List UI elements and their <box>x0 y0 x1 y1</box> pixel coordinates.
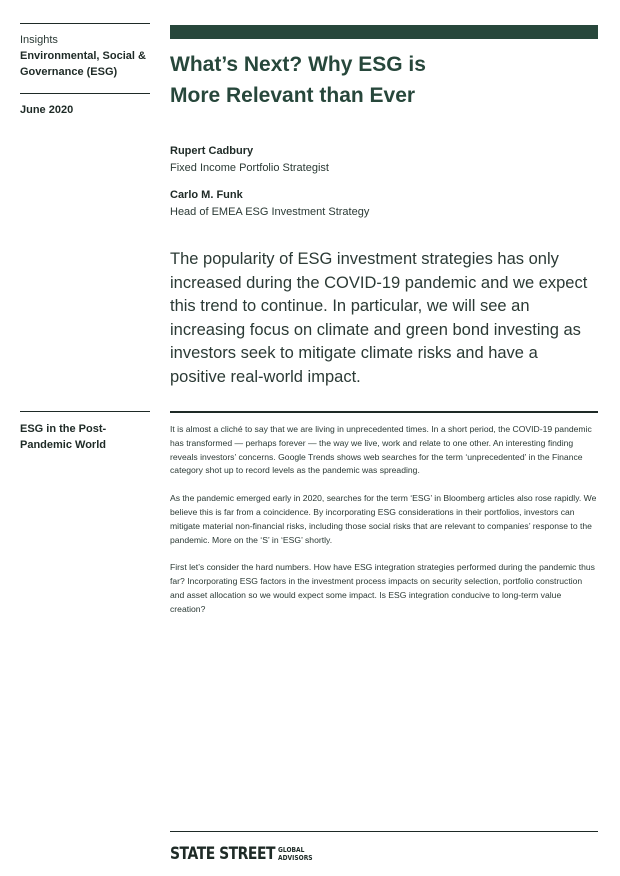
title-line-2: More Relevant than Ever <box>170 84 416 107</box>
footer-divider <box>170 831 598 832</box>
publication-date: June 2020 <box>20 104 74 116</box>
sidebar-top-divider <box>20 23 150 24</box>
logo-subtitle-line-2: ADVISORS <box>278 854 313 862</box>
author-role: Head of EMEA ESG Investment Strategy <box>170 206 370 218</box>
header-accent-bar <box>170 25 598 39</box>
author-name: Carlo M. Funk <box>170 189 243 201</box>
section-body <box>170 423 598 631</box>
body-paragraph: First let’s consider the hard numbers. How have ESG integration strategies performed during the pandemic thus far? Incorporating ESG factors in the investment process impacts on security selection, portfolio construction and asset allocation so we would expect some impact. Is ESG integration conducive to long-term value creation? <box>170 562 595 614</box>
logo-wordmark: STATE STREET <box>170 844 275 864</box>
category-label: Insights <box>20 34 58 46</box>
section-divider <box>170 411 598 413</box>
logo-subtitle <box>278 846 313 862</box>
state-street-logo <box>170 843 319 865</box>
author-role: Fixed Income Portfolio Strategist <box>170 162 329 174</box>
author-name: Rupert Cadbury <box>170 145 254 157</box>
section-title: ESG in the Post-Pandemic World <box>20 423 107 451</box>
body-paragraph: It is almost a cliché to say that we are living in unprecedented times. In a short period, the COVID-19 pandemic has transformed — perhaps forever — the way we live, work and relate to one other. An interesting finding reveals investors’ concerns. Google Trends shows web searches for the term ‘unprecedented’ in the Finance category shot up to record levels as the pandemic was spreading. <box>170 424 592 476</box>
lead-paragraph: The popularity of ESG investment strategies has only increased during the COVID-19 pandemic and we expect this trend to continue. In particular, we will see an increasing focus on climate and green bond investing as investors seek to mitigate climate risks and have a positive real-world impact. <box>170 250 588 386</box>
logo-subtitle-line-1: GLOBAL <box>278 846 305 854</box>
section-divider-left <box>20 411 150 412</box>
sidebar-divider <box>20 93 150 94</box>
topic-label: Environmental, Social & Governance (ESG) <box>20 50 146 78</box>
title-line-1: What’s Next? Why ESG is <box>170 53 426 76</box>
page-title <box>170 49 590 111</box>
body-paragraph: As the pandemic emerged early in 2020, searches for the term ‘ESG’ in Bloomberg articles also rose rapidly. We believe this is far from a coincidence. By incorporating ESG considerations in their portfolios, investors can mitigate material non-financial risks, including those social risks that are relevant to companies’ response to the pandemic. More on the ‘S’ in ‘ESG’ shortly. <box>170 493 597 545</box>
